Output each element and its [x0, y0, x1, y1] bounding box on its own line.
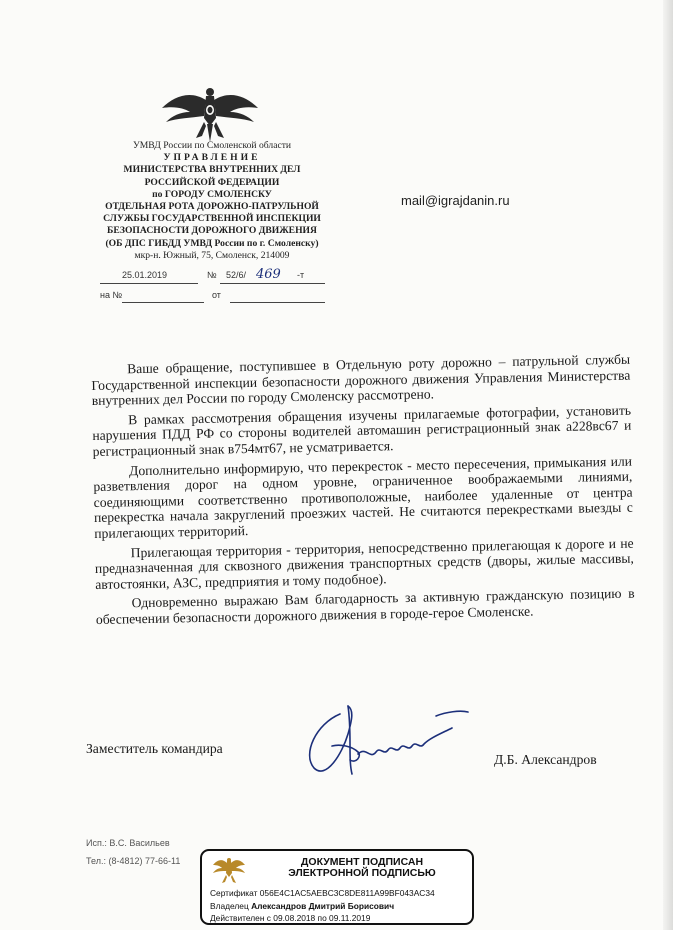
from-label: от [212, 290, 221, 300]
body-paragraph-3: Дополнительно информирую, что перекресток - место пересечения, примыкания или разветвления дорог на одном уровне, ограниченное воображаемыми линиями, соединяющими соответственно противоположные, наиболее удаленные от центра перекрестка начала закруглений проезжих частей. Не считаются перекрестками выезды с прилегающих территорий. [93, 453, 634, 541]
header-line-7: СЛУЖБЫ ГОСУДАРСТВЕННОЙ ИНСПЕКЦИИ [103, 213, 321, 225]
header-line-6: ОТДЕЛЬНАЯ РОТА ДОРОЖНО-ПАТРУЛЬНОЙ [105, 201, 319, 213]
organization-header [82, 140, 342, 262]
validity-row: Действителен с 09.08.2018 по 09.11.2019 [210, 913, 371, 923]
reference-underline [122, 302, 204, 303]
signer-name: Д.Б. Александров [494, 752, 597, 767]
certificate-value: 056E4C1AC5AEBC3C8DE811A99BF043AC34 [259, 888, 435, 898]
registration-number-prefix: 52/6/ [226, 270, 247, 280]
header-line-2: УПРАВЛЕНИЕ [163, 152, 261, 164]
electronic-signature-stamp [200, 849, 474, 925]
header-address: мкр-н. Южный, 75, Смоленск, 214009 [134, 249, 290, 261]
header-line-8: БЕЗОПАСНОСТИ ДОРОЖНОГО ДВИЖЕНИЯ [107, 225, 317, 237]
executor-name: Исп.: В.С. Васильев [86, 838, 170, 848]
registration-number-suffix: -т [297, 270, 305, 280]
header-line-9: (ОБ ДПС ГИБДД УМВД России по г. Смоленску) [105, 237, 319, 249]
stamp-title [262, 857, 462, 879]
owner-value: Александров Дмитрий Борисович [251, 901, 395, 911]
reference-label: на № [100, 290, 123, 300]
header-line-5: по ГОРОДУ СМОЛЕНСКУ [152, 188, 272, 200]
registration-date: 25.01.2019 [122, 270, 168, 280]
body-paragraph-2: В рамках рассмотрения обращения изучены прилагаемые фотографии, установить нарушения ПДД РФ со стороны водителей автомашин регистрационный знак а228вс67 и регистрационный знак в754мт67, не усматривается. [92, 402, 632, 459]
header-line-4: РОССИЙСКОЙ ФЕДЕРАЦИИ [144, 176, 280, 188]
body-paragraph-4: Прилегающая территория - территория, непосредственно прилегающая к дороге и не предназначенная для сквозного движения транспортных средств (дворы, жилые массивы, автостоянки, АЗС, предприятия и тому подобное). [94, 535, 635, 592]
handwritten-signature-icon [296, 694, 476, 784]
stamp-title-line-2: ЭЛЕКТРОННОЙ ПОДПИСЬЮ [288, 867, 436, 879]
registration-number-handwritten: 469 [256, 267, 281, 282]
owner-row [210, 901, 394, 911]
certificate-row [210, 888, 435, 898]
number-underline [220, 283, 325, 284]
certificate-label: Сертификат [210, 888, 258, 898]
stamp-title-line-1: ДОКУМЕНТ ПОДПИСАН [300, 856, 424, 868]
signer-position: Заместитель командира [86, 741, 223, 756]
recipient-email: mail@igrajdanin.ru [401, 193, 510, 208]
body-paragraph-1: Ваше обращение, поступившее в Отдельную роту дорожно – патрульной службы Государственной инспекции безопасности дорожного движения Управления Министерства внутренних дел России по городу Смоленску рассмотрено. [91, 351, 631, 409]
from-underline [230, 302, 325, 303]
header-line-1: УМВД России по Смоленской области [132, 140, 292, 151]
mvd-emblem-icon [212, 857, 246, 885]
registration-number-label: № [207, 270, 217, 280]
date-underline [100, 283, 198, 284]
executor-phone: Тел.: (8-4812) 77-66-11 [86, 856, 181, 866]
letter-body [91, 352, 635, 632]
header-line-3: МИНИСТЕРСТВА ВНУТРЕННИХ ДЕЛ [123, 164, 301, 176]
page-edge-shadow [663, 0, 673, 930]
body-paragraph-5: Одновременно выражаю Вам благодарность за активную гражданскую позицию в обеспечении безопасности дорожного движения в городе-герое Смоленске. [95, 585, 635, 627]
mvd-eagle-emblem-icon [160, 86, 260, 144]
owner-label: Владелец [210, 901, 249, 911]
